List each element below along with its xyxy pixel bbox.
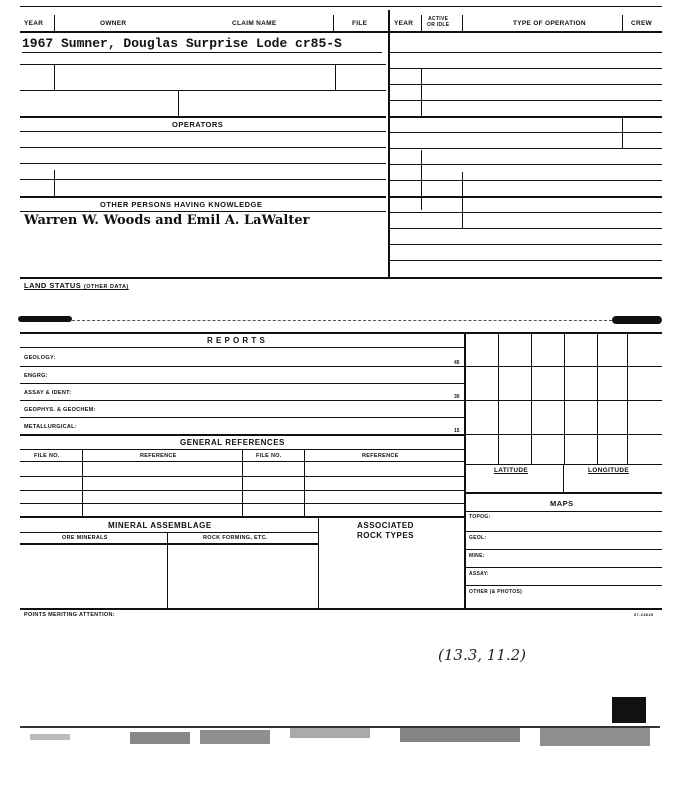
entry-underline — [22, 52, 382, 53]
report-num-metallurgical: 15 — [454, 428, 460, 434]
col-file-no: FILE NO. — [34, 453, 60, 459]
row-line — [20, 163, 386, 164]
grid-line — [531, 334, 532, 464]
report-row-metallurgical: METALLURGICAL: — [24, 424, 77, 430]
grid-line — [464, 434, 662, 435]
row-line — [20, 400, 464, 401]
right-row-line — [390, 212, 662, 213]
right-row-line — [390, 244, 662, 245]
header-year-2: YEAR — [394, 20, 414, 27]
divider — [72, 320, 612, 321]
divider — [333, 15, 334, 31]
divider — [335, 64, 336, 90]
row-line — [20, 196, 386, 198]
mineral-assemblage-title: MINERAL ASSEMBLAGE — [108, 521, 212, 530]
row-line — [20, 147, 386, 148]
latitude-label: LATITUDE — [494, 467, 529, 474]
grid-line — [464, 492, 662, 494]
header-crew: CREW — [631, 20, 653, 27]
right-row-line — [390, 196, 662, 198]
maps-title: MAPS — [550, 499, 574, 508]
row-line — [20, 366, 464, 367]
row-line — [20, 116, 386, 118]
right-row-line — [390, 228, 662, 229]
row-line — [20, 211, 386, 212]
divider — [421, 150, 422, 210]
row-line — [464, 531, 662, 532]
report-num-assay: 30 — [454, 394, 460, 400]
maps-other: OTHER (& PHOTOS) — [469, 589, 523, 595]
land-status-label: LAND STATUS (OTHER DATA) — [24, 281, 129, 290]
main-vertical-divider — [388, 10, 390, 278]
report-row-geophys: GEOPHYS. & GEOCHEM: — [24, 407, 96, 413]
longitude-label: LONGITUDE — [588, 467, 629, 474]
row-line — [20, 131, 386, 132]
rock-forming-label: ROCK FORMING, ETC. — [203, 535, 268, 541]
operators-title: OPERATORS — [172, 120, 224, 129]
col-file-no-2: FILE NO. — [256, 453, 282, 459]
header-active-idle: ACTIVE OR IDLE — [427, 16, 450, 28]
report-row-engrg: ENGRG: — [24, 373, 48, 379]
divider — [622, 116, 623, 148]
row-line — [20, 64, 386, 65]
header-owner: OWNER — [100, 20, 127, 27]
right-row-line — [390, 164, 662, 165]
scan-mark — [18, 316, 72, 322]
grid-line — [464, 400, 662, 401]
divider — [54, 64, 55, 90]
top-border — [20, 6, 662, 7]
divider — [178, 90, 179, 116]
row-line — [464, 585, 662, 586]
divider — [318, 516, 319, 608]
row-line — [20, 347, 464, 348]
points-meriting-attention: POINTS MERITING ATTENTION: — [24, 612, 115, 618]
col-reference: REFERENCE — [140, 453, 177, 459]
right-row-line — [390, 84, 662, 85]
right-row-line — [390, 148, 662, 149]
col-reference-2: REFERENCE — [362, 453, 399, 459]
divider — [462, 15, 463, 31]
row-line — [464, 511, 662, 512]
divider — [167, 532, 168, 608]
divider — [622, 15, 623, 31]
right-row-line — [390, 100, 662, 101]
report-num-geology: 45 — [454, 360, 460, 366]
grid-line — [627, 334, 628, 464]
grid-line — [464, 366, 662, 367]
right-row-line — [390, 180, 662, 181]
handwritten-note: (13.3, 11.2) — [438, 646, 527, 664]
reports-title: R E P O R T S — [207, 336, 266, 345]
row-line — [20, 383, 464, 384]
divider — [242, 449, 243, 516]
report-row-assay: ASSAY & IDENT: — [24, 390, 72, 396]
row-line — [464, 567, 662, 568]
divider — [54, 15, 55, 31]
scan-mark — [612, 316, 662, 324]
other-persons-value: Warren W. Woods and Emil A. LaWalter — [24, 213, 310, 228]
right-row-line — [390, 52, 662, 53]
report-row-geology: GEOLOGY: — [24, 355, 56, 361]
row-line — [20, 417, 464, 418]
general-references-title: GENERAL REFERENCES — [180, 438, 285, 447]
row-line — [464, 549, 662, 550]
row-line — [20, 516, 464, 518]
right-row-line — [390, 68, 662, 69]
header-underline — [20, 31, 662, 33]
top-section-bottom — [20, 277, 662, 279]
maps-geol: GEOL: — [469, 535, 487, 541]
row-line — [20, 434, 464, 436]
header-file: FILE — [352, 20, 368, 27]
owner-claim-entry: 1967 Sumner, Douglas Surprise Lode cr85-S — [22, 36, 342, 51]
bottom-line — [20, 608, 662, 610]
header-type-of-operation: TYPE OF OPERATION — [513, 20, 586, 27]
scan-noise — [0, 720, 678, 780]
divider — [421, 15, 422, 31]
maps-assay: ASSAY: — [469, 571, 489, 577]
divider — [563, 464, 564, 492]
header-claim-name: CLAIM NAME — [232, 20, 277, 27]
row-line — [20, 179, 386, 180]
divider — [462, 172, 463, 228]
divider — [82, 449, 83, 516]
form-number: 67-14615 — [634, 612, 654, 617]
grid-line — [498, 334, 499, 464]
grid-line — [564, 334, 565, 464]
maps-mine: MINE: — [469, 553, 485, 559]
row-line — [20, 532, 318, 533]
grid-line — [597, 334, 598, 464]
header-year: YEAR — [24, 20, 44, 27]
row-line — [20, 90, 386, 91]
other-persons-title: OTHER PERSONS HAVING KNOWLEDGE — [100, 200, 263, 209]
divider — [304, 449, 305, 516]
row-line — [20, 543, 318, 545]
right-row-line — [390, 260, 662, 261]
divider — [421, 68, 422, 116]
associated-rock-types: ASSOCIATED ROCK TYPES — [357, 521, 415, 540]
ore-minerals-label: ORE MINERALS — [62, 535, 108, 541]
divider — [54, 170, 55, 196]
maps-topog: TOPOG: — [469, 514, 491, 520]
reports-top — [20, 332, 662, 334]
